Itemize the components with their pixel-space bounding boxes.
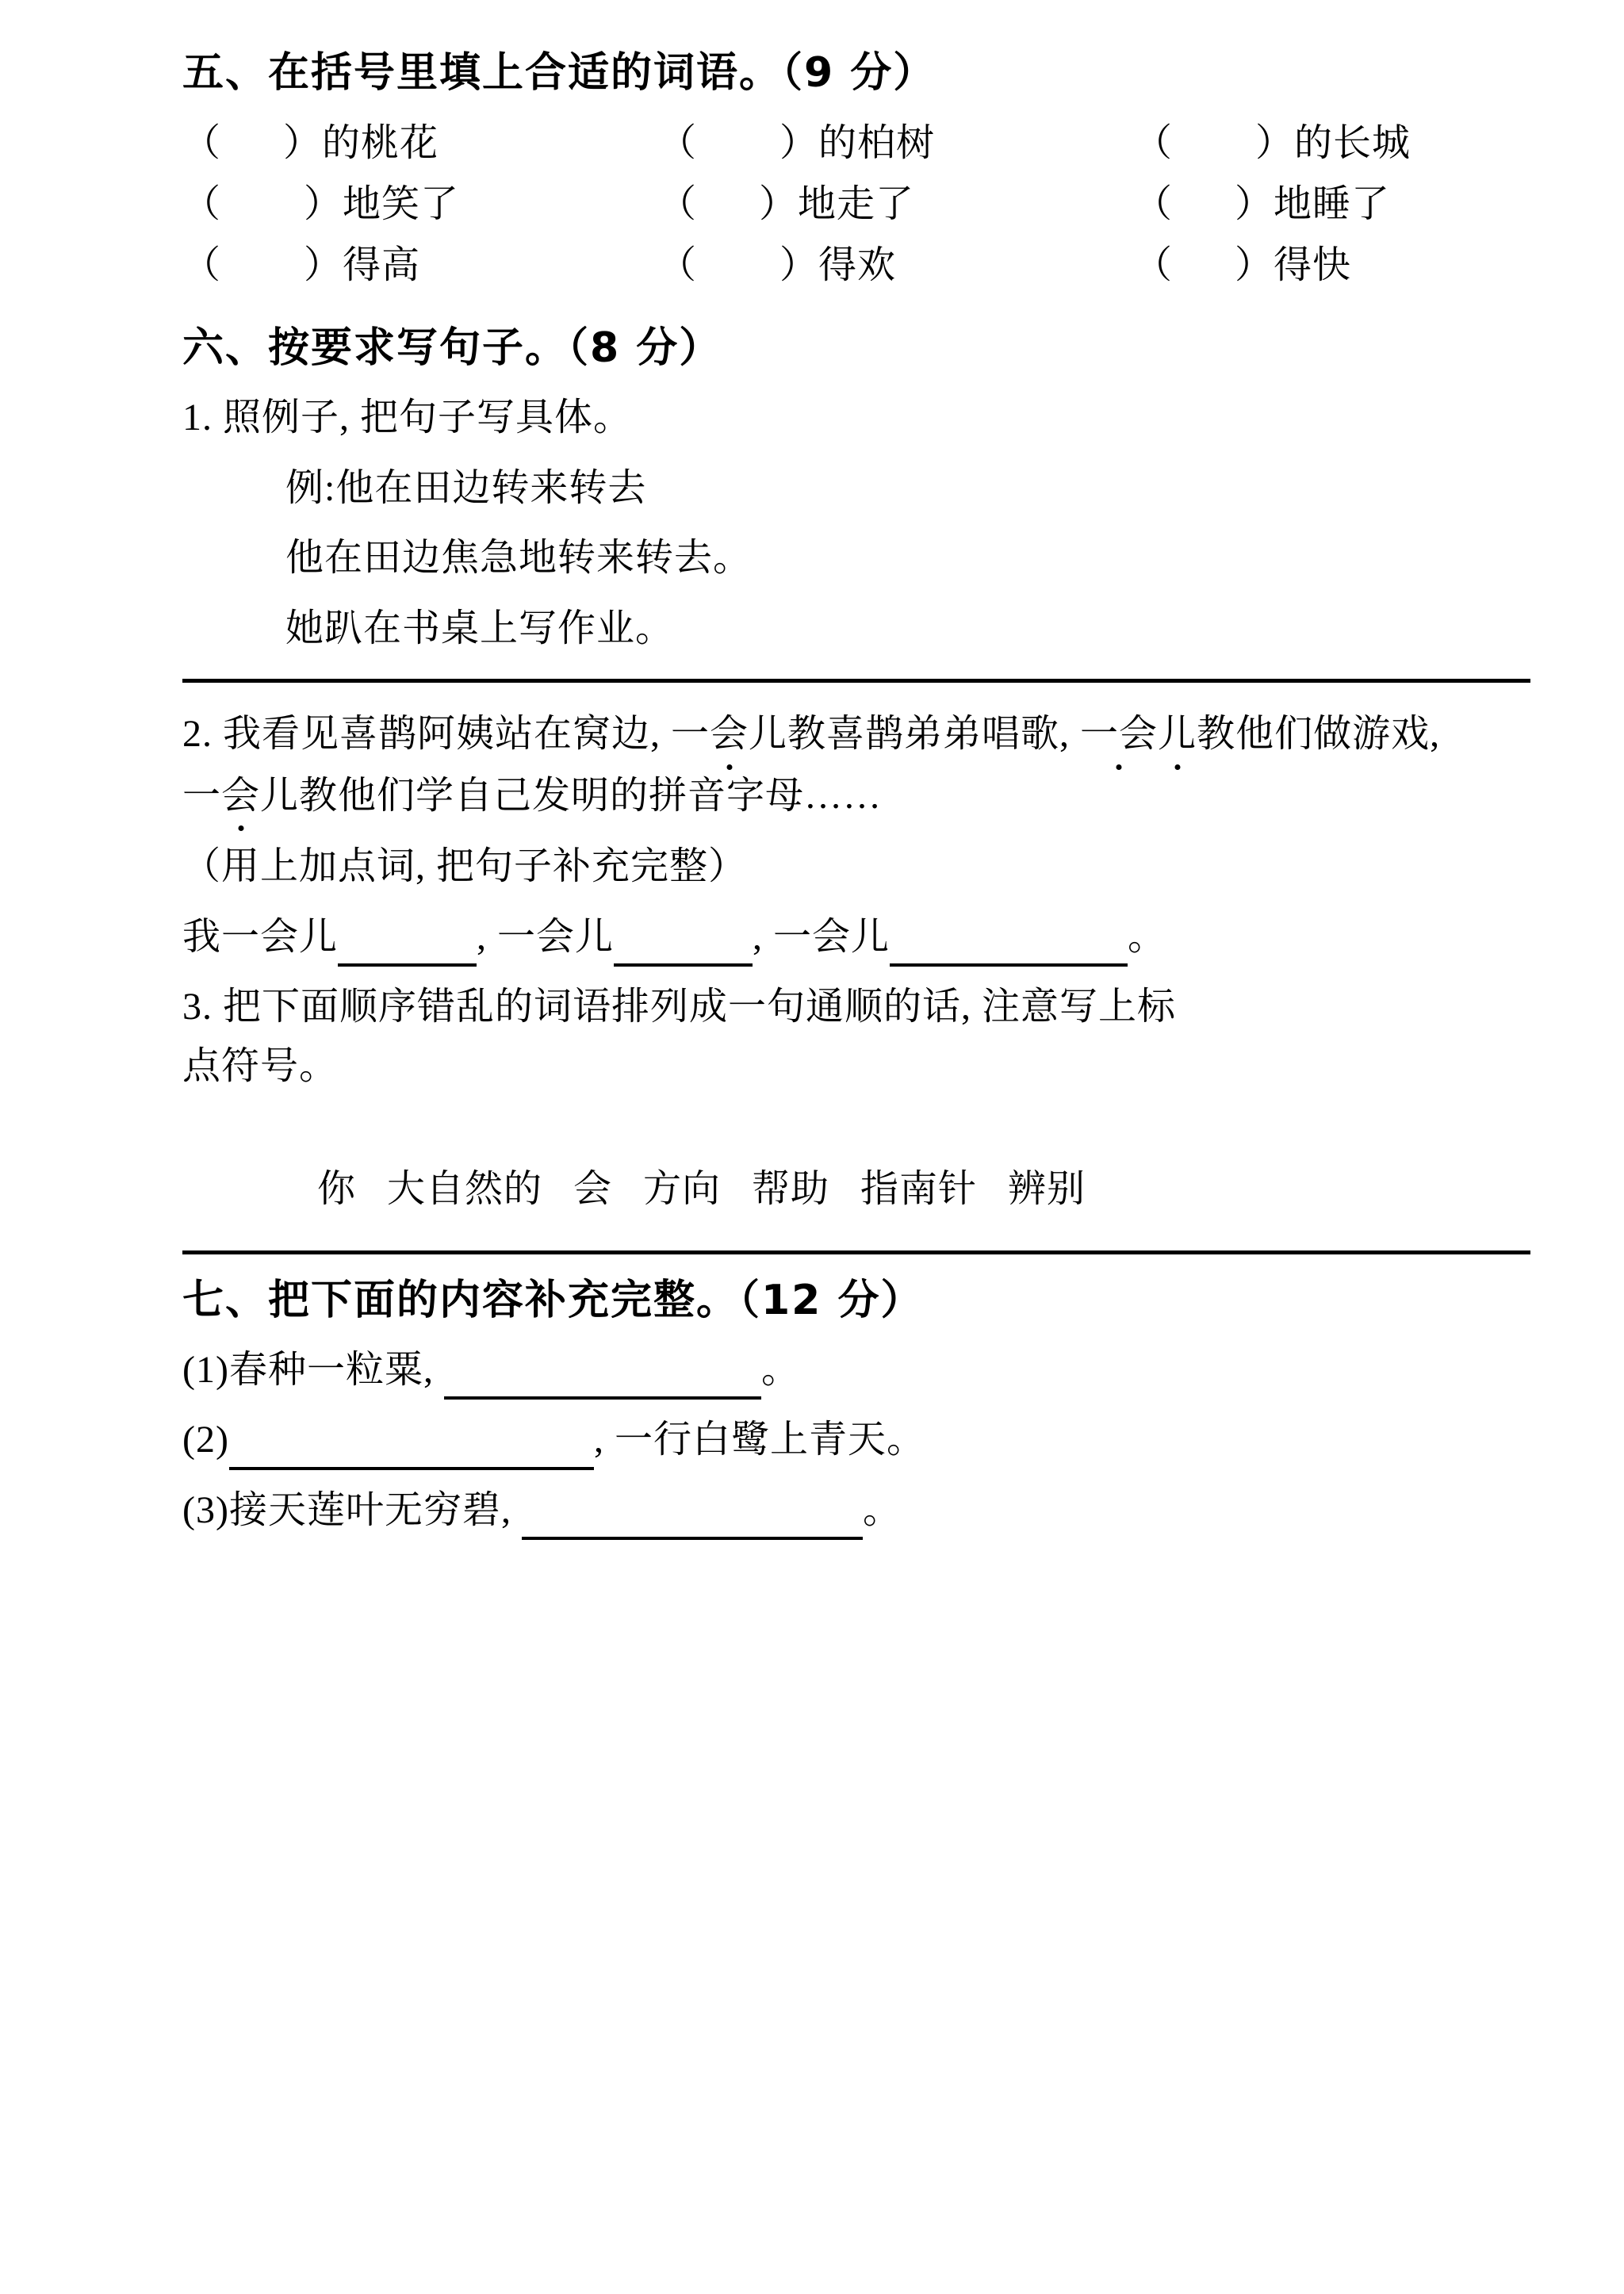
question-6-1-task-sentence: 她趴在书桌上写作业。 xyxy=(285,607,675,649)
q62-dotted-word: 一会儿 xyxy=(182,765,299,827)
q62-dotted-word: 一会 xyxy=(1080,703,1158,765)
blank-cell[interactable]: （ ）得欢 xyxy=(658,243,897,286)
blank-cell[interactable]: （ ）得快 xyxy=(1134,243,1352,286)
poem-line-1 xyxy=(182,1341,1537,1400)
blank-cell[interactable]: （ ）的长城 xyxy=(1134,122,1411,164)
q62-answer-mid2: , 一会儿 xyxy=(753,915,891,958)
poem-text-before: 春种一粒粟, xyxy=(228,1349,444,1392)
table-row xyxy=(182,113,1537,174)
q62-answer-prefix: 我一会儿 xyxy=(182,915,339,958)
blank-cell[interactable]: （ ）地走了 xyxy=(658,182,915,225)
q62-text-a: 2. 我看见喜鹊阿姨站在窝边, xyxy=(182,712,672,755)
answer-blank[interactable] xyxy=(338,963,477,967)
poem-text-after: 。 xyxy=(862,1488,902,1531)
blank-cell[interactable]: （ ）得高 xyxy=(182,243,421,286)
blank-cell[interactable]: （ ）的桃花 xyxy=(182,122,439,164)
answer-rule-line[interactable] xyxy=(182,1250,1530,1254)
section-heading-6: 六、按要求写句子。（8 分） xyxy=(182,324,722,373)
answer-rule-line[interactable] xyxy=(182,679,1530,683)
poem-index: (1) xyxy=(182,1349,229,1392)
question-6-3-prompt-line1: 3. 把下面顺序错乱的词语排列成一句通顺的话, 注意写上标 xyxy=(182,986,1177,1028)
poem-index: (3) xyxy=(182,1488,229,1531)
answer-blank[interactable] xyxy=(229,1467,594,1470)
question-6-3-word-bank: 你 大自然的 会 方向 帮助 指南针 辨别 xyxy=(317,1168,1086,1211)
answer-blank[interactable] xyxy=(522,1537,863,1540)
blank-cell[interactable]: （ ）地笑了 xyxy=(182,182,460,225)
poem-text-before: 接天莲叶无穷碧, xyxy=(228,1488,522,1531)
table-row xyxy=(182,236,1537,297)
question-6-1-example-answer: 他在田边焦急地转来转去。 xyxy=(285,537,753,580)
poem-index: (2) xyxy=(182,1419,229,1461)
question-6-2-sentence xyxy=(182,703,1537,827)
blank-cell[interactable]: （ ）的柏树 xyxy=(658,122,936,164)
question-6-1-prompt: 1. 照例子, 把句子写具体。 xyxy=(182,396,633,439)
answer-blank[interactable] xyxy=(890,963,1128,967)
question-6-2-answer-line xyxy=(182,908,1537,967)
q62-text-c: 教他们做游戏, xyxy=(1197,712,1441,755)
poem-line-3 xyxy=(182,1481,1537,1540)
question-6-1-example-label: 例:他在田边转来转去 xyxy=(285,466,647,509)
section-heading-7: 七、把下面的内容补充完整。（12 分） xyxy=(182,1277,924,1325)
table-row xyxy=(182,174,1537,236)
q62-answer-mid1: , 一会儿 xyxy=(477,915,615,958)
poem-text-after: , 一行白鹭上青天。 xyxy=(593,1419,925,1461)
poem-line-2 xyxy=(182,1411,1537,1469)
q62-text-d: 教他们学自己发明的拼音字母…… xyxy=(299,774,883,817)
question-6-2-note: （用上加点词, 把句子补充完整） xyxy=(182,845,748,888)
question-6-3-prompt-line2: 点符号。 xyxy=(182,1044,339,1087)
q62-dotted-word: 儿 xyxy=(1158,703,1197,765)
answer-blank[interactable] xyxy=(444,1396,761,1400)
q62-dotted-word: 一会儿 xyxy=(671,703,787,765)
poem-text-after: 。 xyxy=(760,1349,800,1392)
section-heading-5: 五、在括号里填上合适的词语。（9 分） xyxy=(182,49,936,97)
q62-answer-end: 。 xyxy=(1128,915,1167,958)
answer-blank[interactable] xyxy=(614,963,753,967)
q62-text-b: 教喜鹊弟弟唱歌, xyxy=(787,712,1081,755)
blank-cell[interactable]: （ ）地睡了 xyxy=(1134,182,1391,225)
